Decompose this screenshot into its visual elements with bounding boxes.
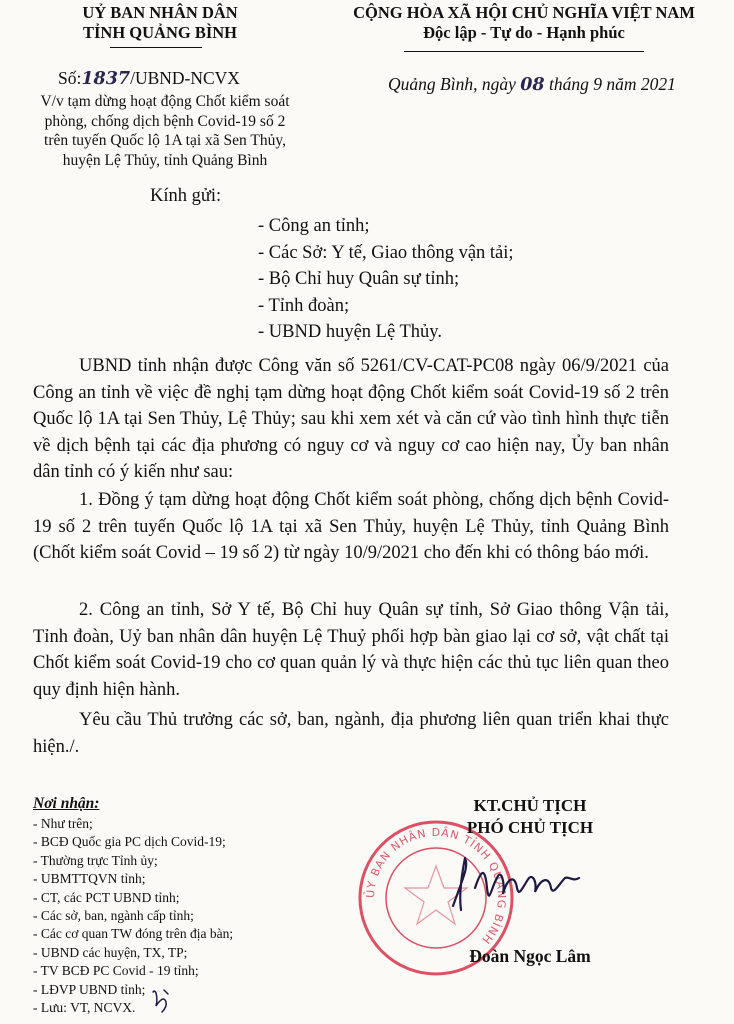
- receiver-item: - LĐVP UBND tỉnh;: [33, 981, 146, 997]
- recipient-item: - UBND huyện Lệ Thủy.: [258, 322, 442, 342]
- body-paragraph-item-1: 1. Đồng ý tạm dừng hoạt động Chốt kiểm soát phòng, chống dịch bệnh Covid-19 số 2 trên tuyến Quốc lộ 1A tại xã Sen Thủy, huyện Lệ Thủy, tỉnh Quảng Bình (Chốt kiểm soát Covid – 19 số 2) từ ngày 10/9/2021 cho đến khi có thông báo mới.: [33, 490, 669, 563]
- receiver-item: - UBMTTQVN tỉnh;: [33, 871, 146, 887]
- subject-line-1: V/v tạm dừng hoạt động Chốt kiểm soát: [40, 93, 290, 110]
- recipient-item: - Công an tỉnh;: [258, 216, 370, 236]
- recipients-label: Kính gửi:: [150, 186, 222, 206]
- receiver-item: - Thường trực Tỉnh ủy;: [33, 852, 158, 868]
- agency-name: [20, 3, 300, 43]
- seal-text: ỦY BAN NHÂN DÂN TỈNH QUẢNG BÌNH: [363, 825, 509, 947]
- agency-line-1: UỶ BAN NHÂN DÂN: [82, 3, 238, 22]
- national-header: [320, 3, 728, 43]
- receiver-item: - UBND các huyện, TX, TP;: [33, 944, 188, 960]
- subject-line-3: trên tuyến Quốc lộ 1A tại xã Sen Thủy,: [44, 132, 286, 149]
- subject-line-4: huyện Lệ Thủy, tỉnh Quảng Bình: [62, 151, 268, 169]
- recipient-item: - Bộ Chỉ huy Quân sự tỉnh;: [258, 269, 460, 289]
- handwritten-signature: [445, 848, 585, 918]
- recipients-list: [258, 213, 514, 346]
- body-paragraph-item-2: 2. Công an tỉnh, Sở Y tế, Bộ Chỉ huy Quân sự tỉnh, Sở Giao thông Vận tải, Tỉnh đoàn, Uỷ ban nhân dân huyện Lệ Thuỷ phối hợp bàn giao lại cơ sở, vật chất tại Chốt kiểm soát Covid-19 cho cơ quan quản lý và thực hiện các thủ tục liên quan theo quy định hiện hành.: [33, 600, 669, 700]
- receivers-title: Nơi nhận:: [33, 795, 100, 812]
- number-prefix: Số:: [58, 68, 82, 88]
- handwritten-initials: [150, 986, 172, 1014]
- date-day-handwritten: 08: [520, 75, 545, 95]
- subject-line-2: phòng, chống dịch bệnh Covid-19 số 2: [44, 112, 286, 130]
- receivers-list: [33, 815, 233, 1017]
- document-subject: [20, 92, 310, 170]
- receiver-item: - Các cơ quan TW đóng trên địa bàn;: [33, 926, 234, 942]
- date-prefix: Quảng Bình, ngày: [388, 74, 516, 94]
- recipient-item: - Các Sở: Y tế, Giao thông vận tải;: [258, 242, 514, 263]
- date-suffix: tháng 9 năm 2021: [548, 74, 676, 94]
- receiver-item: - Các sở, ban, ngành cấp tỉnh;: [33, 908, 194, 924]
- motto: Độc lập - Tự do - Hạnh phúc: [423, 23, 625, 42]
- document-number: [58, 68, 240, 89]
- receiver-item: - TV BCĐ PC Covid - 19 tỉnh;: [33, 963, 199, 979]
- agency-line-2: TỈNH QUẢNG BÌNH: [82, 23, 238, 42]
- number-handwritten: 1837: [81, 69, 131, 89]
- receiver-item: - CT, các PCT UBND tỉnh;: [33, 889, 180, 905]
- nation-name: CỘNG HÒA XÃ HỘI CHỦ NGHĨA VIỆT NAM: [353, 3, 695, 22]
- receiver-item: - BCĐ Quốc gia PC dịch Covid-19;: [33, 834, 226, 850]
- signer-role-1: KT.CHỦ TỊCH: [473, 796, 587, 815]
- recipient-item: - Tỉnh đoàn;: [258, 295, 350, 316]
- receiver-item: - Lưu: VT, NCVX.: [33, 1000, 136, 1016]
- body-paragraph-closing: Yêu cầu Thủ trưởng các sở, ban, ngành, địa phương liên quan triển khai thực hiện./.: [33, 710, 669, 757]
- motto-underline: [404, 51, 644, 52]
- body-paragraph-intro: UBND tỉnh nhận được Công văn số 5261/CV-CAT-PC08 ngày 06/9/2021 của Công an tỉnh về việc đề nghị tạm dừng hoạt động Chốt kiểm soát Covid-19 số 2 trên Quốc lộ 1A tại Sen Thủy, Lệ Thủy; sau khi xem xét và căn cứ vào tình hình thực tiễn về dịch bệnh tại các địa phương có nguy cơ và nguy cơ cao hiện nay, Ủy ban nhân dân tỉnh có ý kiến như sau:: [33, 356, 669, 482]
- signer-role-2: PHÓ CHỦ TỊCH: [466, 818, 594, 837]
- signer-name: Đoàn Ngọc Lâm: [469, 946, 591, 966]
- place-date: [388, 74, 676, 95]
- receiver-item: - Như trên;: [33, 816, 93, 831]
- number-suffix: /UBND-NCVX: [130, 68, 240, 88]
- agency-underline: [110, 47, 202, 48]
